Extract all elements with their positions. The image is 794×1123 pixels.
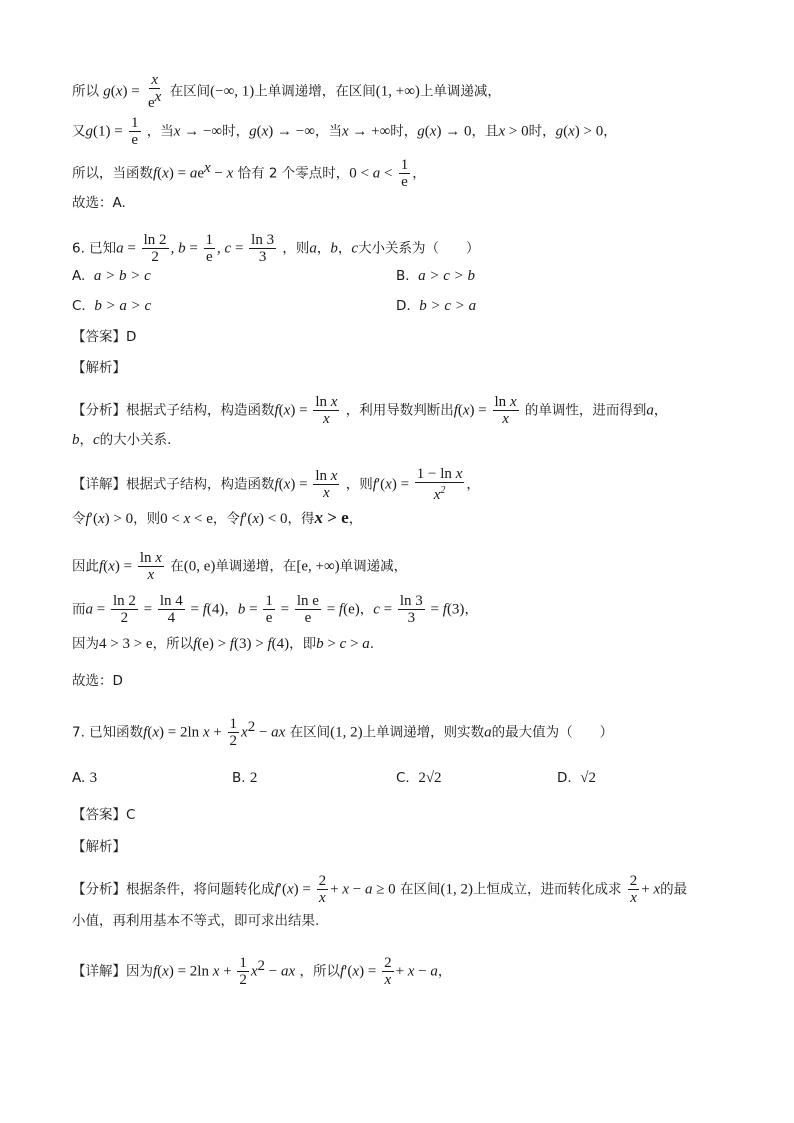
q6-analysis-heading: 【解析】 — [72, 360, 126, 376]
q6-xiangjie: 【详解】根据式子结构，构造函数f(x) = $\frac{\text{ln x}}{x}$ ，则f′(x) = $\frac{\text{1 − ln x}}{x^2}$ ， — [72, 466, 480, 503]
q6-ling: 令f′(x) > 0，则0 < x < e，令f′(x) < 0，得x > e， — [72, 508, 363, 527]
math-fraction: $\frac{2}{x}$ — [629, 873, 638, 906]
math-fraction: $\frac{1}{e}$ — [400, 157, 409, 190]
q7-option-c[interactable]: C. 2√2 — [396, 770, 442, 786]
q7-fenxi: 【分析】根据条件，将问题转化成f′(x) = $\frac{2}{x}$ + x − a ≥ 0 在区间(1, 2)上恒成立，进而转化成求 $\frac{2}{x}$ + x的最 — [72, 873, 688, 906]
q6-final: 故选：D — [72, 673, 123, 689]
q7-answer: 【答案】C — [72, 807, 136, 823]
math-fraction: $\frac{\text{ln x}}{x}$ — [494, 394, 517, 427]
q6-fenxi: 【分析】根据式子结构，构造函数f(x) = $\frac{\text{ln x}}{x}$ ，利用导数判断出f(x) = $\frac{\text{ln x}}{x}$ 的单调性，进而得到a， — [72, 394, 668, 427]
math-g-x: g — [103, 83, 111, 100]
math-fraction: $\frac{x}{e^x}$ — [147, 72, 162, 111]
math-fraction: $\frac{2}{x}$ — [384, 955, 392, 988]
math-fraction: $\frac{\ln 3}{3}$ — [251, 232, 275, 265]
q6-option-d[interactable]: D. b > c > a — [396, 298, 477, 314]
q6-yinci: 因此f(x) = $\frac{\text{ln x}}{x}$ 在(0, e)单调递增，在[e, +∞)单调递减， — [72, 550, 408, 583]
math-fraction: $\frac{2}{x}$ — [318, 873, 327, 906]
text-line-3: 所以，当函数$f(x) = ae^x - x$ 恰有 2 个零点时，0 < a < $\frac{1}{e}$ ， — [72, 157, 426, 190]
q7-option-b[interactable]: B. 2 — [232, 770, 258, 786]
q6-er: 而a = $\frac{\ln 2}{2}$ = $\frac{\ln 4}{4}$ = f(4)，b = $\frac{1}{e}$ = $\frac{\text{ln e}}{e}$ = f(e)，c = $\frac{\ln 3}{3}$ = f(3)， — [72, 593, 478, 626]
math-fraction: $\frac{\ln 4}{4}$ — [159, 593, 183, 626]
q7-fenxi-cont: 小值，再利用基本不等式，即可求出结果. — [72, 913, 320, 929]
math-fraction: $\frac{\ln 3}{3}$ — [399, 593, 423, 626]
math-fraction: $\frac{1}{e}$ — [265, 593, 273, 626]
q7-option-d[interactable]: D. √2 — [557, 770, 597, 786]
math-fraction: $\frac{\ln 2}{2}$ — [112, 593, 136, 626]
question-6-stem: 6. 已知a = $\frac{\ln 2}{2}$ , b = $\frac{1}{e}$ , c = $\frac{\ln 3}{3}$ ，则a，b，c大小关系为（ ） — [72, 232, 480, 265]
q7-analysis-heading: 【解析】 — [72, 839, 126, 855]
math-fraction: $\frac{\text{1 − ln x}}{x^2}$ — [416, 466, 463, 503]
math-fraction: $\frac{\text{ln x}}{x}$ — [139, 550, 162, 583]
math-fraction: $\frac{1}{e}$ — [131, 115, 139, 148]
text-line-1: 所以 g(x) = $\frac{x}{e^x}$ 在区间(−∞, 1)上单调递增，在区间(1, +∞)上单调递减， — [72, 72, 501, 111]
text-line-4: 故选：A. — [72, 195, 126, 211]
q6-fenxi-cont: b，c的大小关系. — [72, 432, 172, 448]
question-7-stem: 7. 已知函数f(x) = 2ln x + $\frac{1}{2}$ $x^2$ − ax 在区间(1, 2)上单调递增，则实数a的最大值为（ ） — [72, 716, 614, 749]
math-fraction: $\frac{\text{ln x}}{x}$ — [315, 394, 338, 427]
math-fraction: $\frac{1}{2}$ — [229, 716, 238, 749]
q7-option-a[interactable]: A. 3 — [72, 770, 98, 786]
math-fraction: $\frac{\text{ln e}}{e}$ — [296, 593, 319, 626]
text-line-2: 又g(1) = $\frac{1}{e}$ ，当x → −∞时，g(x) → −∞，当x → +∞时，g(x) → 0，且x > 0时，g(x) > 0， — [72, 115, 617, 148]
q7-xiangjie: 【详解】因为f(x) = 2ln x + $\frac{1}{2}$ $x^2$ − ax ，所以f′(x) = $\frac{2}{x}$ + x − a， — [72, 955, 452, 988]
q6-option-a[interactable]: A. a > b > c — [72, 268, 151, 284]
q6-option-c[interactable]: C. b > a > c — [72, 298, 152, 314]
math-fraction: $\frac{1}{e}$ — [205, 232, 214, 265]
math-fraction: $\frac{\text{ln x}}{x}$ — [315, 468, 338, 501]
q6-option-b[interactable]: B. a > c > b — [396, 268, 476, 284]
q6-answer: 【答案】D — [72, 329, 137, 345]
q6-yinwei: 因为4 > 3 > e，所以f(e) > f(3) > f(4)，即b > c > a. — [72, 636, 375, 652]
math-fraction: $\frac{\ln 2}{2}$ — [143, 232, 167, 265]
math-fraction: $\frac{1}{2}$ — [239, 955, 247, 988]
